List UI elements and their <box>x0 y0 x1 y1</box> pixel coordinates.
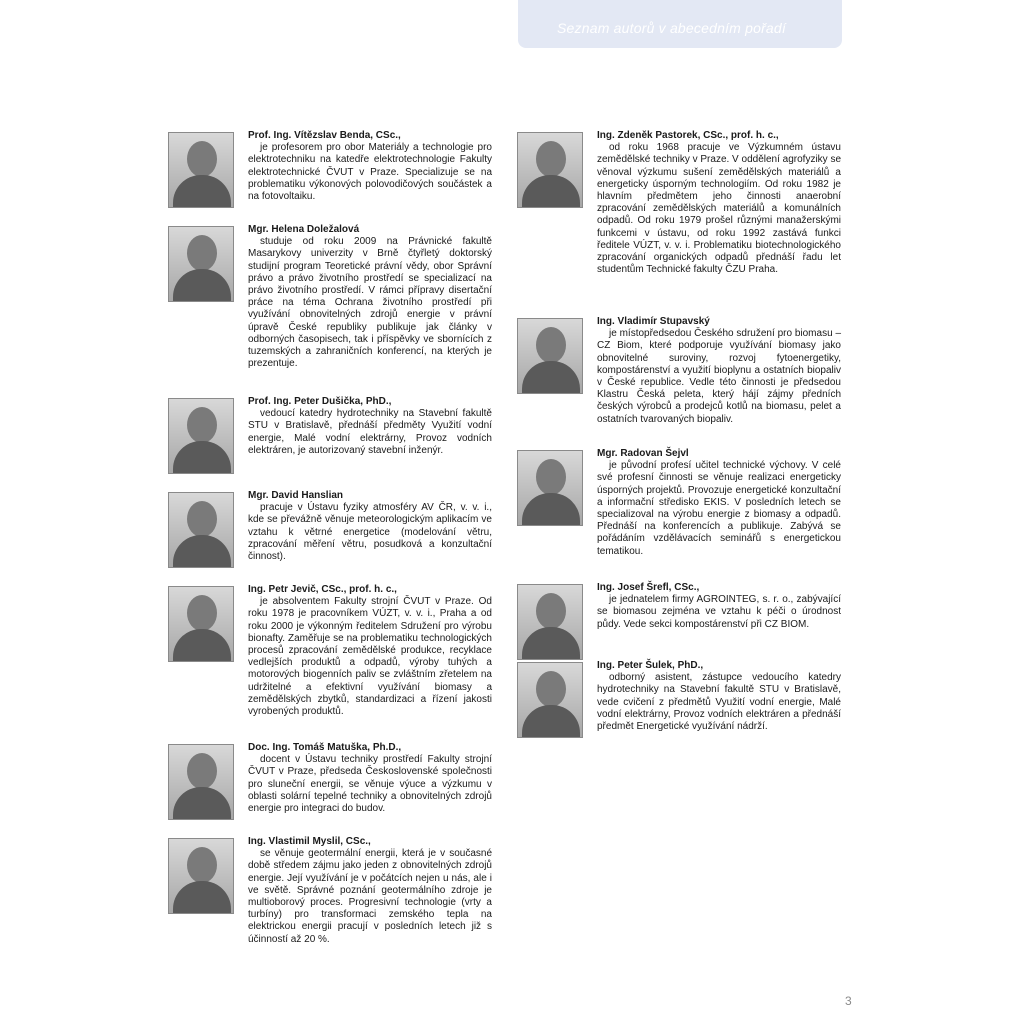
author-bio: vedoucí katedry hydrotechniky na Stavební fakultě STU v Bratislavě, přednáší předměty Využití vodní energie, Malé vodní elektrárny, Provoz vodních elektráren, je autorizovaný stavební inženýr. <box>248 408 492 456</box>
author-name: Doc. Ing. Tomáš Matuška, Ph.D., <box>248 742 402 753</box>
author-name: Mgr. Radovan Šejvl <box>597 448 689 459</box>
section-title: Seznam autorů v abecedním pořadí <box>557 20 786 36</box>
page-number: 3 <box>845 994 852 1008</box>
author-photo <box>168 226 234 302</box>
author-bio: docent v Ústavu techniky prostředí Fakulty strojní ČVUT v Praze, předseda Československé společnosti pro sluneční energii, se věnuje výuce a výzkumu v oblasti solární tepelné techniky a obnovitelných zdrojů energie pro integraci do budov. <box>248 754 492 815</box>
author-photo <box>168 586 234 662</box>
author-bio: studuje od roku 2009 na Právnické fakultě Masarykovy univerzity v Brně čtyřletý doktorský studijní program Teoretické právní vědy, obor Správní právo a právo životního prostředí se specializací na právo životního prostředí. V rámci přípravy disertační práce na téma Ochrana životního prostředí při využívání obnovitelných zdrojů energie v právní úpravě České republiky publikuje jak články v odborných časopisech, tak i příspěvky ve sbornících z tuzemských a zahraničních konferencí, na kterých je prezentuje. <box>248 236 492 370</box>
author-name: Ing. Peter Šulek, PhD., <box>597 660 704 671</box>
author-name: Ing. Zdeněk Pastorek, CSc., prof. h. c., <box>597 130 779 141</box>
author-bio: odborný asistent, zástupce vedoucího katedry hydrotechniky na Stavební fakultě STU v Bratislavě, vede cvičení z předmětů Využití vodní energie, Malé vodní elektrárny, Provoz vodních elektráren a přednáší předmět Energetické využívání nádrží. <box>597 672 841 733</box>
author-bio: je místopředsedou Českého sdružení pro biomasu – CZ Biom, které podporuje využívání biomasy jako obnovitelné suroviny, rozvoj fytoenergetiky, kompostárenství a využití bioplynu a ostatních biopaliv v České republice. Vedle této činnosti je předsedou Klastru Česká peleta, který hájí zájmy předních českých výrobců a prodejců kotlů na biomasu, pelet a ostatních tvarovaných biopaliv. <box>597 328 841 425</box>
author-photo <box>517 318 583 394</box>
author-bio: je jednatelem firmy AGROINTEG, s. r. o., zabývající se biomasou zejména ve vztahu k péči o úrodnost půdy. Vede sekci kompostárenství při CZ BIOM. <box>597 594 841 630</box>
author-photo <box>517 584 583 660</box>
author-bio: je absolventem Fakulty strojní ČVUT v Praze. Od roku 1978 je pracovníkem VÚZT, v. v. i., Praha a od roku 2000 je výkonným ředitelem Sdružení pro výrobu bionafty. Zaměřuje se na problematiku technologických procesů zpracování zemědělské produkce, recyklace vedlejších produktů a odpadů, výroby tuhých a motorových biogenních paliv se zvláštním zřetelem na udržitelné a efektivní využívání biomasy a zemědělských zbytků, standardizaci a řízení jakosti vyrobených produktů. <box>248 596 492 718</box>
author-photo <box>168 838 234 914</box>
author-name: Prof. Ing. Vítězslav Benda, CSc., <box>248 130 401 141</box>
author-bio: je profesorem pro obor Materiály a technologie pro elektrotechniku na katedře elektrotechnologie Fakulty elektrotechnické ČVUT v Praze. Specializuje se na problematiku výkonových polovodičových součástek a na fotovoltaiku. <box>248 142 492 203</box>
author-photo <box>168 744 234 820</box>
author-photo <box>517 450 583 526</box>
section-header-tab <box>518 0 842 48</box>
author-photo <box>168 132 234 208</box>
author-name: Mgr. Helena Doležalová <box>248 224 360 235</box>
author-bio: od roku 1968 pracuje ve Výzkumném ústavu zemědělské techniky v Praze. V oddělení agrofyziky se věnoval výzkumu sušení zemědělských materiálů a energeticky úsporným technologiím. Od roku 1982 je hlavním předmětem jeho činnosti anaerobní zpracování zemědělských materiálů a komunálních odpadů. Od roku 1979 prošel různými manažerskými funkcemi v ústavu, od roku 1992 zastává funkci ředitele VÚZT, v. v. i. Problematiku biotechnologického zpracování organických odpadů přednáší řadu let studentům Technické fakulty ČZU Praha. <box>597 142 842 276</box>
author-bio: se věnuje geotermální energii, která je v současné době středem zájmu jako jeden z obnovitelných zdrojů energie. Její využívání je v počátcích nejen u nás, ale i ve světě. Správné poznání geotermálního zdroje je multioborový proces. Progresivní technologie (vrty a turbíny) pro transformaci zemského tepla na elektrickou energii pracují v posledních letech již s účinností až 20 %. <box>248 848 492 945</box>
author-name: Mgr. David Hanslian <box>248 490 344 501</box>
author-photo <box>517 132 583 208</box>
author-name: Ing. Josef Šrefl, CSc., <box>597 582 700 593</box>
author-name: Ing. Vladimír Stupavský <box>597 316 710 327</box>
author-name: Ing. Vlastimil Myslil, CSc., <box>248 836 371 847</box>
author-bio: je původní profesí učitel technické výchovy. V celé své profesní činnosti se věnuje realizaci energeticky úsporných projektů. Provozuje energetické konzultační a informační středisko EKIS. V posledních letech se specializoval na výrobu energie z biomasy a odpadů. Přednáší na konferencích a publikuje. Zabývá se pořádáním vzdělávacích seminářů s energetickou tematikou. <box>597 460 841 557</box>
author-photo <box>168 492 234 568</box>
author-photo <box>517 662 583 738</box>
author-name: Prof. Ing. Peter Dušička, PhD., <box>248 396 392 407</box>
author-name: Ing. Petr Jevič, CSc., prof. h. c., <box>248 584 397 595</box>
author-bio: pracuje v Ústavu fyziky atmosféry AV ČR, v. v. i., kde se převážně věnuje meteorologickým aplikacím ve vztahu k větrné energetice (modelování větru, zpracování měření větru, posudková a konzultační činnost). <box>248 502 492 563</box>
author-photo <box>168 398 234 474</box>
